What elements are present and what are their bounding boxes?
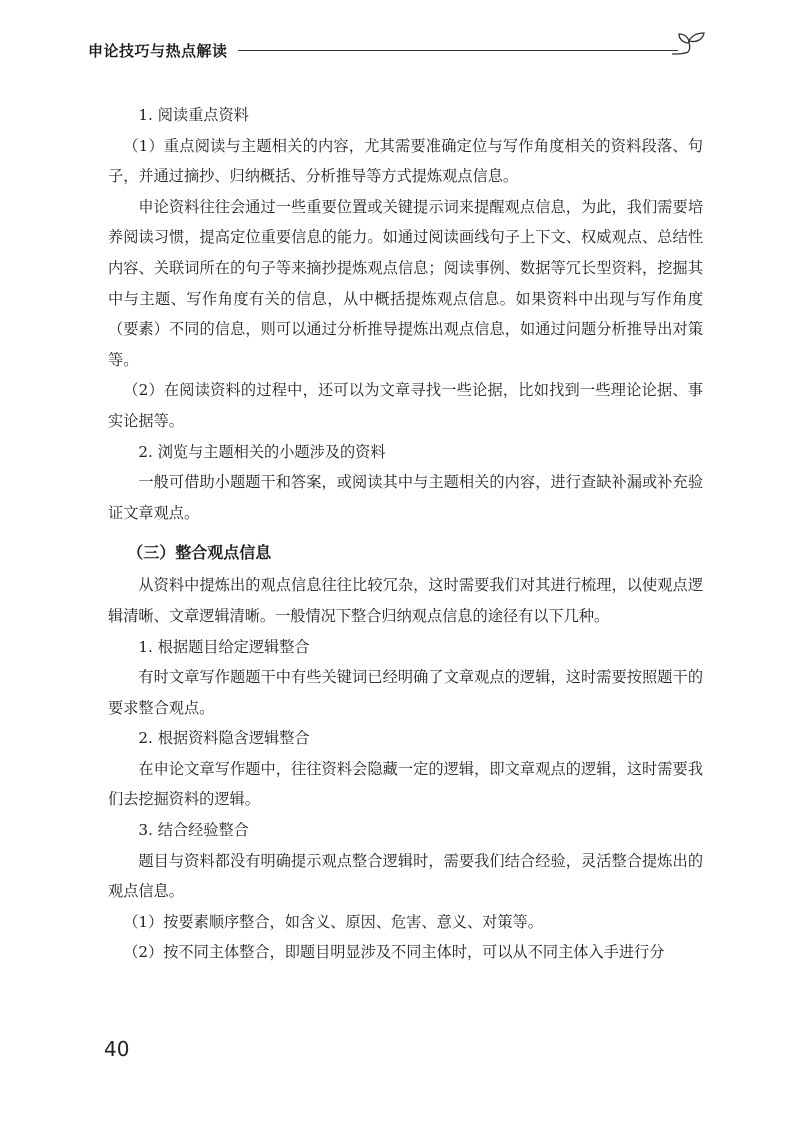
sprout-icon bbox=[670, 30, 708, 60]
paragraph: 申论资料往往会通过一些重要位置或关键提示词来提醒观点信息，为此，我们需要培养阅读习惯，提高定位重要信息的能力。如通过阅读画线句子上下文、权威观点、总结性内容、关联词所在的句子等来摘抄提炼观点信息；阅读事例、数据等冗长型资料，挖掘其中与主题、写作角度有关的信息，从中概括提炼观点信息。如果资料中出现与写作角度（要素）不同的信息，则可以通过分析推导提炼出观点信息，如通过问题分析推导出对策等。 bbox=[108, 197, 703, 369]
running-header-title: 申论技巧与热点解读 bbox=[88, 42, 228, 60]
page-body bbox=[108, 100, 703, 968]
subheading-read-key-materials: 1. 阅读重点资料 bbox=[138, 106, 249, 124]
paragraph: （1）重点阅读与主题相关的内容，尤其需要准确定位与写作角度相关的资料段落、句子，并通过摘抄、归纳概括、分析推导等方式提炼观点信息。 bbox=[108, 136, 703, 186]
header-rule bbox=[238, 50, 678, 51]
page-number: 40 bbox=[104, 1037, 130, 1061]
subheading-experience: 3. 结合经验整合 bbox=[138, 821, 249, 840]
section-heading: （三）整合观点信息 bbox=[127, 543, 272, 563]
running-header bbox=[88, 30, 716, 64]
subheading-implicit-logic: 2. 根据资料隐含逻辑整合 bbox=[138, 729, 310, 748]
paragraph: 有时文章写作题题干中有些关键词已经明确了文章观点的逻辑，这时需要按照题干的要求整合观点。 bbox=[108, 668, 703, 717]
paragraph: （2）按不同主体整合，即题目明显涉及不同主体时，可以从不同主体入手进行分 bbox=[123, 943, 665, 962]
subheading-browse-materials: 2. 浏览与主题相关的小题涉及的资料 bbox=[138, 442, 386, 461]
paragraph: 在申论文章写作题中，往往资料会隐藏一定的逻辑，即文章观点的逻辑，这时需要我们去挖掘资料的逻辑。 bbox=[108, 759, 703, 809]
paragraph: 题目与资料都没有明确提示观点整合逻辑时，需要我们结合经验，灵活整合提炼出的观点信息。 bbox=[108, 851, 703, 901]
subheading-given-logic: 1. 根据题目给定逻辑整合 bbox=[138, 637, 310, 656]
paragraph: （1）按要素顺序整合，如含义、原因、危害、意义、对策等。 bbox=[123, 912, 543, 931]
paragraph: 一般可借助小题题干和答案，或阅读其中与主题相关的内容，进行查缺补漏或补充验证文章观点。 bbox=[108, 473, 703, 522]
paragraph: 从资料中提炼出的观点信息往往比较冗杂，这时需要我们对其进行梳理，以使观点逻辑清晰、文章逻辑清晰。一般情况下整合归纳观点信息的途径有以下几种。 bbox=[108, 576, 703, 625]
paragraph: （2）在阅读资料的过程中，还可以为文章寻找一些论据，比如找到一些理论论据、事实论据等。 bbox=[108, 381, 703, 430]
